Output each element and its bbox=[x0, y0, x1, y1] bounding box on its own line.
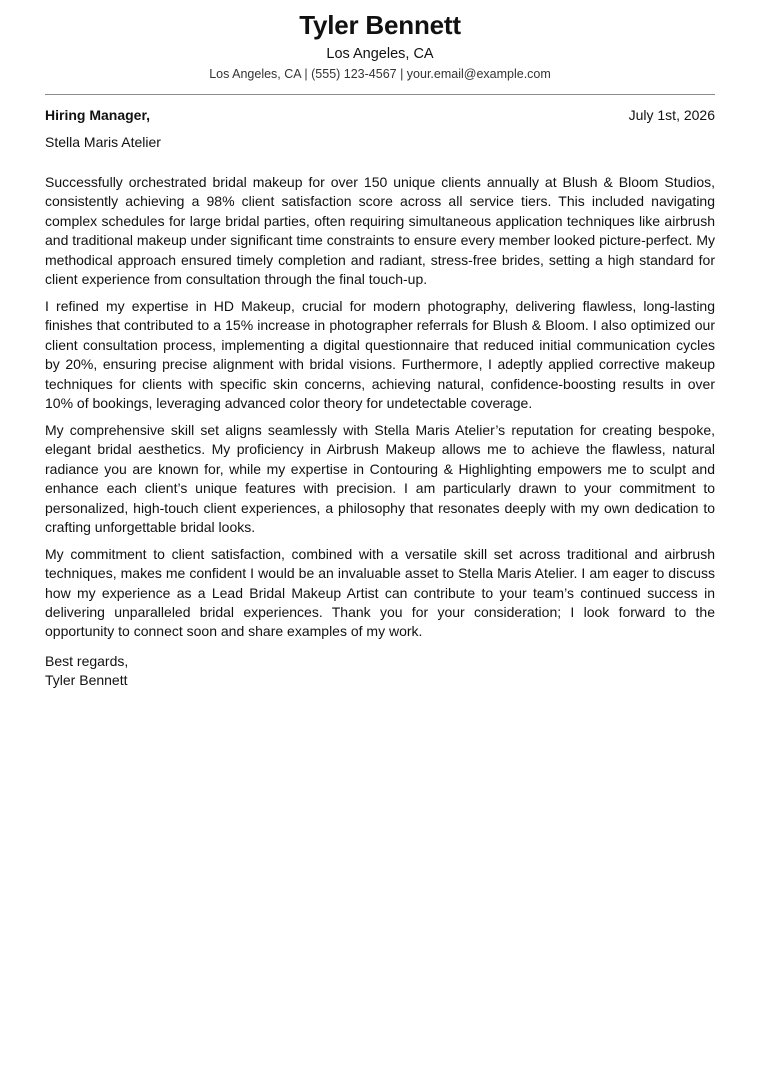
contact-line: Los Angeles, CA | (555) 123-4567 | your.email@example.com bbox=[209, 67, 551, 81]
letter-body bbox=[45, 173, 715, 642]
closing-phrase: Best regards, bbox=[45, 652, 129, 669]
letter-header bbox=[45, 0, 715, 83]
applicant-location: Los Angeles, CA bbox=[326, 46, 434, 62]
body-paragraph: I refined my expertise in HD Makeup, crucial for modern photography, delivering flawless, long-lasting finishes that contributed to a 15% increase in photographer referrals for Blush & Bloom. I also optimized our client consultation process, implementing a digital questionnaire that reduced initial communication cycles by 20%, ensuring precise alignment with bridal visions. Furthermore, I adeptly applied corrective makeup techniques for clients with specific skin concerns, achieving natural, confidence-boosting results in over 10% of bookings, leveraging advanced color theory for undetectable coverage. bbox=[45, 297, 715, 411]
recipient-date-row bbox=[45, 106, 715, 124]
company-name: Stella Maris Atelier bbox=[45, 134, 161, 150]
body-paragraph: Successfully orchestrated bridal makeup for over 150 unique clients annually at Blush & Bloom Studios, consistently achieving a 98% client satisfaction score across all service tiers. This included navigating complex schedules for large bridal parties, often requiring simultaneous application techniques like airbrush and traditional makeup under significant time constraints to ensure every member looked picture-perfect. My methodical approach ensured timely completion and radiant, stress-free brides, setting a high standard for client experience from consultation through the final touch-up. bbox=[45, 174, 715, 288]
recipient-salutation: Hiring Manager, bbox=[45, 107, 151, 123]
body-paragraph: My commitment to client satisfaction, combined with a versatile skill set across traditional and airbrush techniques, makes me confident I would be an invaluable asset to Stella Maris Atelier. I am eager to discuss how my experience as a Lead Bridal Makeup Artist can contribute to your team’s continued success in delivering unparalleled bridal experiences. Thank you for your consideration; I look forward to the opportunity to connect soon and share examples of my work. bbox=[45, 545, 715, 640]
signature-name: Tyler Bennett bbox=[45, 672, 128, 689]
applicant-name: Tyler Bennett bbox=[299, 10, 461, 40]
header-divider bbox=[45, 94, 715, 95]
body-paragraph: My comprehensive skill set aligns seamlessly with Stella Maris Atelier’s reputation for creating bespoke, elegant bridal aesthetics. My proficiency in Airbrush Makeup allows me to achieve the flawless, natural radiance you are known for, while my expertise in Contouring & Highlighting empowers me to sculpt and enhance each client’s unique features with precision. I am particularly drawn to your commitment to personalized, high-touch client experiences, a philosophy that resonates deeply with my own dedication to crafting unforgettable bridal looks. bbox=[45, 421, 715, 535]
letter-closing bbox=[45, 652, 715, 691]
letter-date: July 1st, 2026 bbox=[628, 107, 715, 123]
